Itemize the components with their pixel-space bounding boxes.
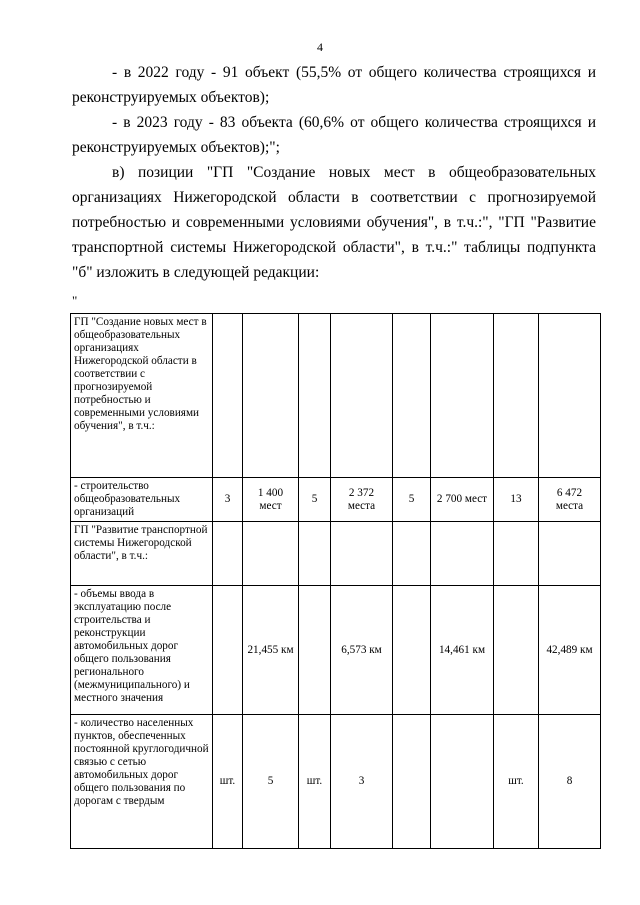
paragraph-positions-text: в) позиции "ГП "Создание новых мест в общеобразовательных организациях Нижегородской области в соответствии с прогнозируемой потребностью и современными условиями обучения", в т.ч.:", "ГП "Развитие транспортной системы Нижегородской области", в т.ч.:" таблицы подпункта "б" изложить в следующей редакции: [72,164,596,281]
table-cell: 21,455 км [243,586,299,715]
table-row [71,586,601,715]
table-cell [243,314,299,478]
row-label: ГП "Создание новых мест в общеобразовательных организациях Нижегородской области в соответствии с прогнозируемой потребностью и современными условиями обучения", в т.ч.: [71,314,213,478]
table-cell [213,586,243,715]
page-number: 4 [317,40,323,54]
table-cell [299,522,331,586]
paragraph-2022 [72,60,596,110]
table-cell: 1 400 мест [243,478,299,522]
table-cell [431,314,494,478]
table-cell: 6 472 места [539,478,601,522]
row-label: - количество населенных пунктов, обеспеченных постоянной круглогодичной связью с сетью автомобильных дорог общего пользования по дорогам с твердым [71,715,213,849]
table-cell [213,522,243,586]
table-cell: шт. [299,715,331,849]
table-cell [494,586,539,715]
table-cell [331,522,393,586]
paragraph-2022-text: - в 2022 году - 91 объект (55,5% от общего количества строящихся и реконструируемых объектов); [72,64,596,106]
table-cell: 5 [243,715,299,849]
table-cell: 5 [299,478,331,522]
table-cell [299,586,331,715]
table-cell [431,522,494,586]
table-cell [213,314,243,478]
table-cell: 3 [213,478,243,522]
row-label: - объемы ввода в эксплуатацию после строительства и реконструкции автомобильных дорог общего пользования регионального (межмуниципального) и местного значения [71,586,213,715]
table-cell [494,314,539,478]
table-cell [393,314,431,478]
indicators-table [70,313,601,849]
table-cell: шт. [213,715,243,849]
table-cell [243,522,299,586]
table-cell: 5 [393,478,431,522]
table-cell [539,522,601,586]
paragraph-2023-text: - в 2023 году - 83 объекта (60,6% от общего количества строящихся и реконструируемых объектов);"; [72,114,596,156]
table-cell: 14,461 км [431,586,494,715]
table-row [71,715,601,849]
row-label: ГП "Развитие транспортной системы Нижегородской области", в т.ч.: [71,522,213,586]
opening-quote-mark: " [72,293,78,308]
table-cell [299,314,331,478]
table-cell: шт. [494,715,539,849]
table-cell [494,522,539,586]
table-cell: 2 700 мест [431,478,494,522]
table-cell [431,715,494,849]
table-cell [393,522,431,586]
paragraph-2023 [72,110,596,160]
table-cell [331,314,393,478]
table-cell [393,715,431,849]
table-cell: 2 372 места [331,478,393,522]
table-row [71,478,601,522]
table-cell: 42,489 км [539,586,601,715]
table-row [71,314,601,478]
table-cell: 3 [331,715,393,849]
table-cell: 8 [539,715,601,849]
table-cell [539,314,601,478]
row-label: - строительство общеобразовательных организаций [71,478,213,522]
table-cell: 13 [494,478,539,522]
table-cell [393,586,431,715]
table-cell: 6,573 км [331,586,393,715]
table-row [71,522,601,586]
paragraph-positions [72,160,596,285]
